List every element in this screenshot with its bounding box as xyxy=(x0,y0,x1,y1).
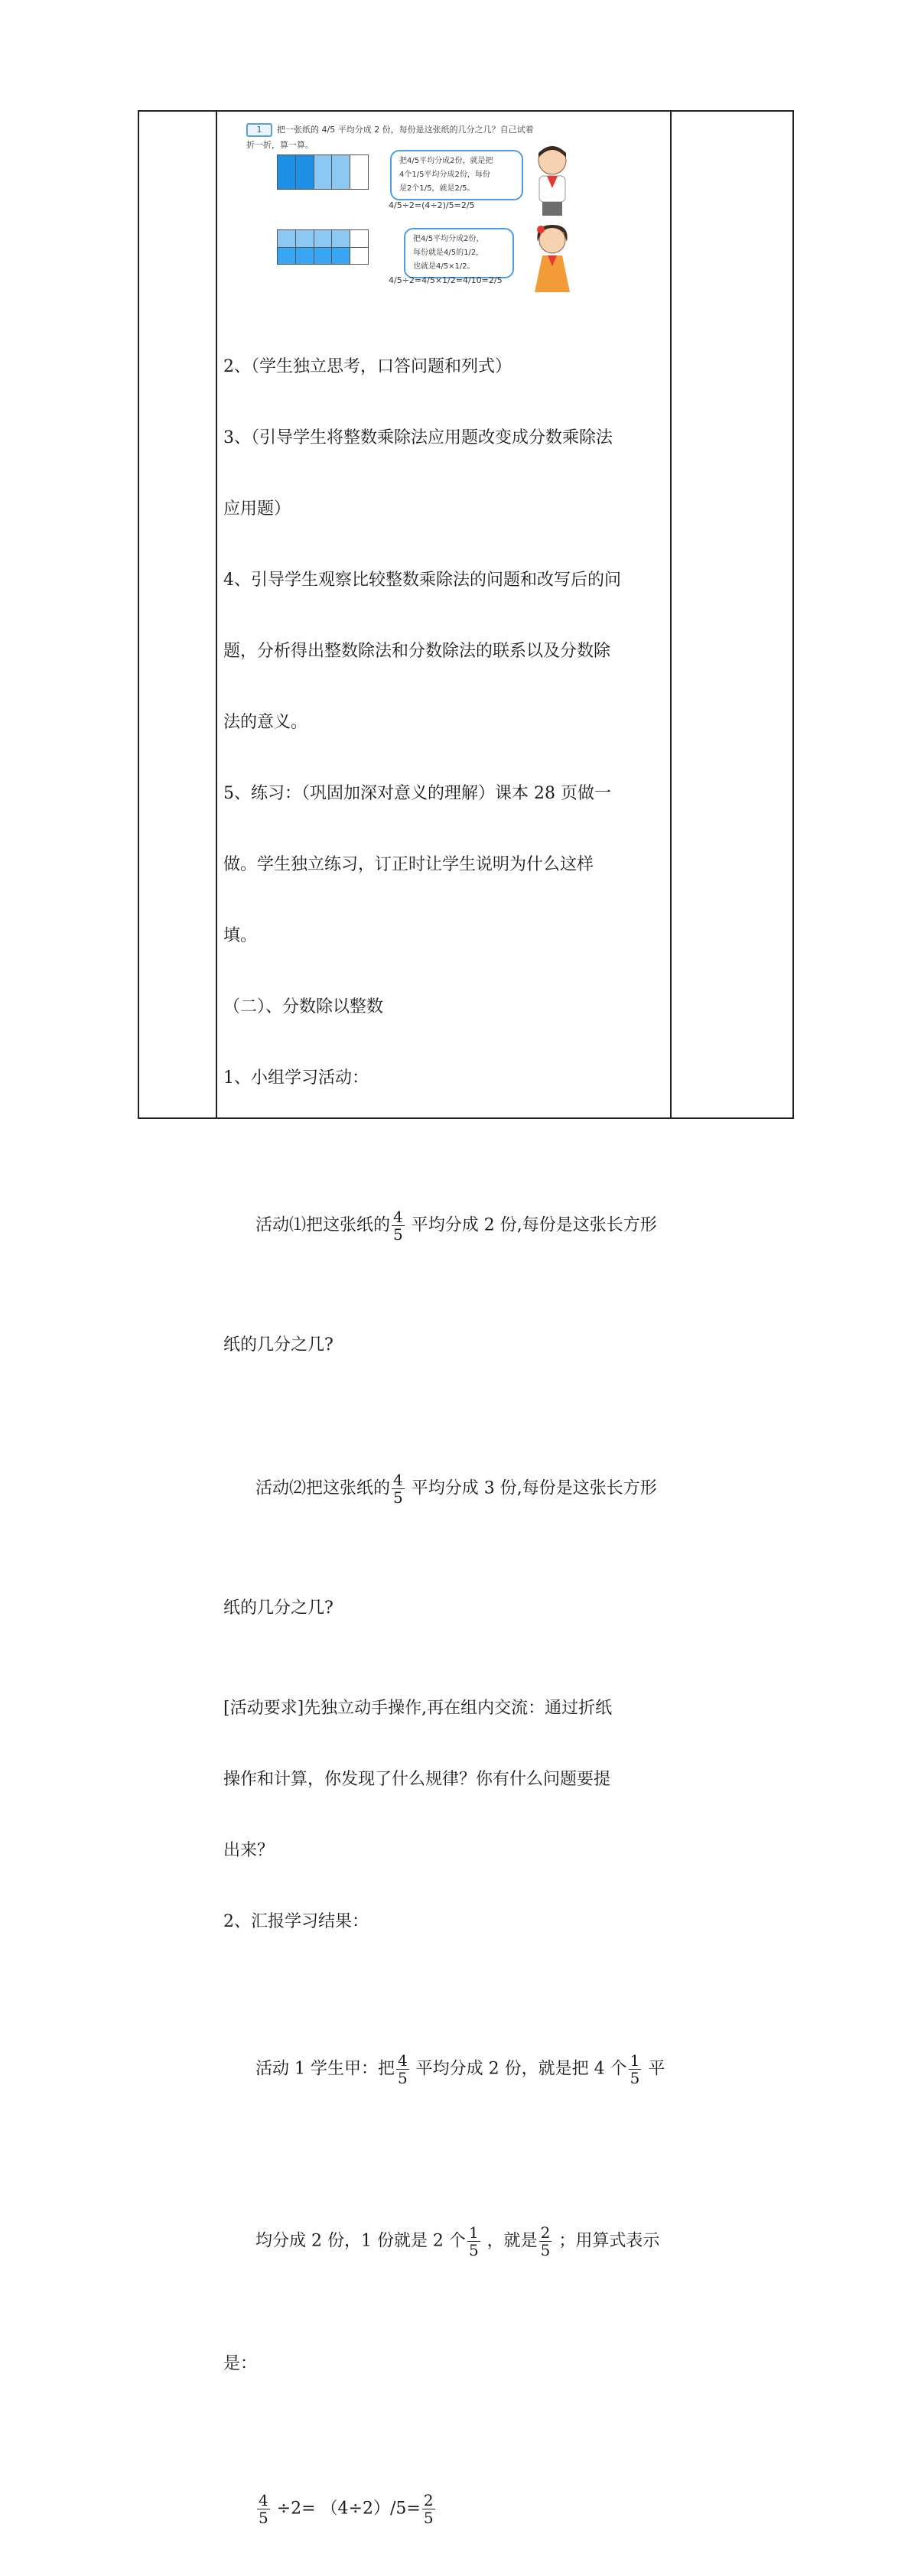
equation-boy: 4/5÷2=(4÷2)/5=2/5 xyxy=(389,200,475,210)
figure-question: 1 把一张纸的 4/5 平均分成 2 份，每份是这张纸的几分之几？自己试着 折一折，算一算。 xyxy=(246,125,534,150)
activity-2: 活动⑵把这张纸的 $\frac{4}{5}$ 平均分成 3 份,每份是这张长方形 xyxy=(255,1471,657,1507)
boy-illustration-icon xyxy=(525,144,579,217)
strip-cell xyxy=(278,155,296,189)
textbook-figure xyxy=(246,115,644,298)
paper-strip-girl xyxy=(277,229,369,265)
final-equation: $\frac{4}{5}$ ÷2= （4÷2）/5= $\frac{2}{5}$ xyxy=(258,2491,434,2527)
report-line-2: 均分成 2 份，1 份就是 2 个 $\frac{1}{5}$ ，就是 $\frac{2}{5}$ ；用算式表示 xyxy=(255,2223,660,2259)
fraction: $\frac{4}{5}$ xyxy=(258,2491,268,2527)
paper-strip-boy xyxy=(277,154,369,190)
fraction: $\frac{1}{5}$ xyxy=(468,2223,479,2259)
fraction: $\frac{4}{5}$ xyxy=(397,2051,408,2087)
activity-1: 活动⑴把这张纸的 $\frac{4}{5}$ 平均分成 2 份,每份是这张长方形 xyxy=(255,1208,657,1244)
fraction: $\frac{1}{5}$ xyxy=(630,2051,640,2087)
strip-cell xyxy=(296,155,314,189)
example-badge: 1 xyxy=(246,123,272,137)
lesson-text: 2、（学生独立思考，口答问题和列式） 3、（引导学生将整数乘除法应用题改变成分数乘除法 应用题） 4、引导学生观察比较整数乘除法的问题和改写后的问 题，分析得出整数除法和分数除法的联系以及分数除 法的意义。 5、练习：（巩固加深对意义的理解）课本 28 页做一 做。学生独立练习，订正时让学生说明为什么这样 填。 （二）、分数除以整数 1、小组学习活动： 活动⑴把这张纸的 $\frac{4}{5}$ 平均分成 2 份,每份是这张长方形 纸的几分之几? 活动⑵把这张纸的 $\frac{4}{5}$ 平均分成 3 份,每份是这张长方形 纸的几分之几? [活动要求]先独立动手操作,再在组内交流：通过折纸 操作和计算，你发现了什么规律？你有什么问题要提 出来？ 2、汇报学习结果： 活动 1 学生甲：把 $\frac{4}{5}$ 平均分成 2 份，就是把 4 个 $\frac{1}{5}$ 平 均分成 2 份，1 份就是 2 个 $\frac{1}{5}$ ，就是 $\frac{2}{5}$ ；用算式表示 是： $\frac{4}{5}$ ÷2= （4÷2）/5= $\frac{2}{5}$ xyxy=(223,307,667,2576)
equation-girl: 4/5÷2=4/5×1/2=4/10=2/5 xyxy=(389,275,503,285)
fraction: $\frac{4}{5}$ xyxy=(392,1208,403,1244)
strip-cell xyxy=(350,155,368,189)
speech-bubble-boy: 把4/5平均分成2份，就是把 4个1/5平均分成2份，每份 是2个1/5，就是2/5。 xyxy=(390,150,523,200)
main-cell xyxy=(223,115,667,2576)
speech-bubble-girl: 把4/5平均分成2份， 每份就是4/5的1/2， 也就是4/5×1/2。 xyxy=(404,228,514,278)
girl-illustration-icon xyxy=(525,222,579,297)
fraction: $\frac{2}{5}$ xyxy=(540,2223,551,2259)
fraction: $\frac{4}{5}$ xyxy=(392,1471,403,1507)
strip-cell xyxy=(332,155,350,189)
column-divider-right xyxy=(670,112,672,1117)
fraction: $\frac{2}{5}$ xyxy=(423,2491,434,2527)
report-line-1: 活动 1 学生甲：把 $\frac{4}{5}$ 平均分成 2 份，就是把 4 个 $\frac{1}{5}$ 平 xyxy=(255,2051,665,2087)
strip-cell xyxy=(314,155,333,189)
column-divider-left xyxy=(216,112,217,1117)
